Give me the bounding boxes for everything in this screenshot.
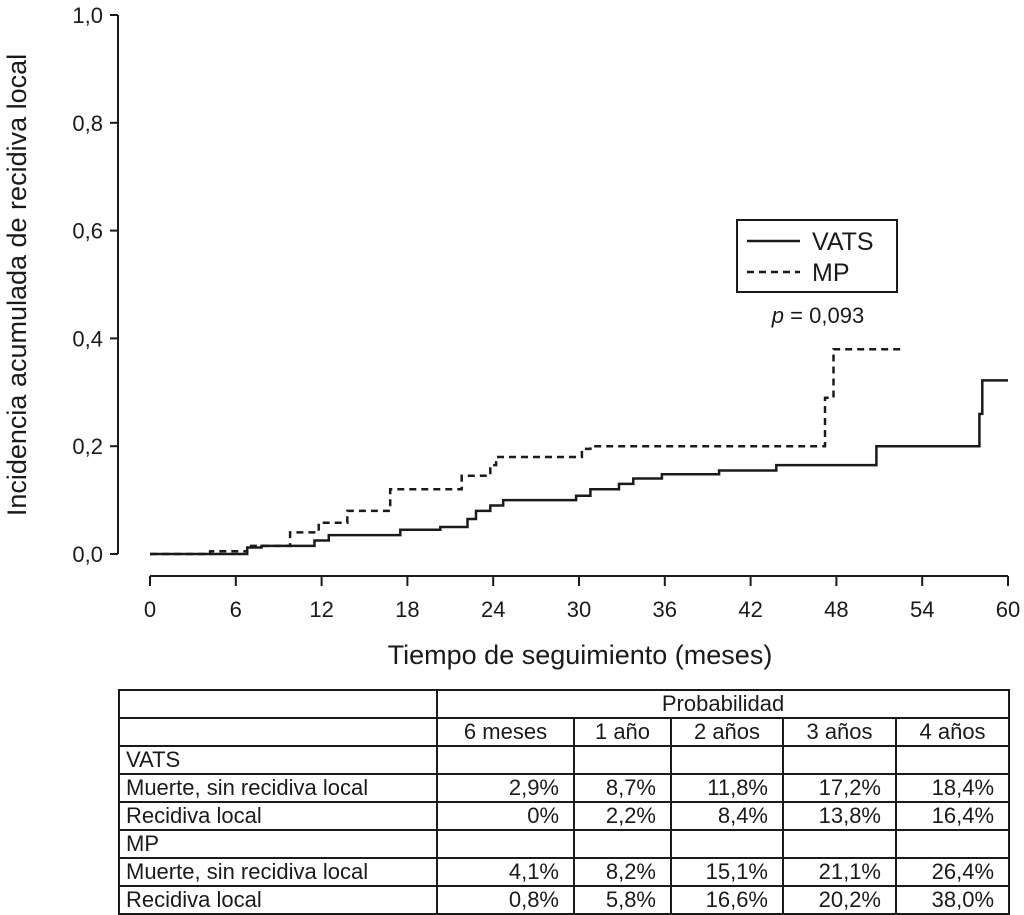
table-group-row-vats: [119, 746, 1009, 774]
table-cell: 8,4%: [671, 802, 783, 830]
p-value-annotation: [771, 303, 864, 328]
table-cell: 17,2%: [783, 774, 896, 802]
x-axis: [144, 576, 1020, 622]
p-value-text: = 0,093: [784, 303, 865, 328]
table-cell: 38,0%: [896, 886, 1009, 914]
legend: [737, 220, 897, 292]
table-cell: [574, 746, 671, 774]
y-axis: [72, 3, 118, 567]
row-label: Muerte, sin recidiva local: [119, 774, 437, 802]
x-tick-label: 12: [309, 597, 334, 622]
table-cell: 16,6%: [671, 886, 783, 914]
probability-header: Probabilidad: [437, 690, 1009, 718]
column-header-2-anos: 2 años: [671, 718, 783, 746]
row-label: Muerte, sin recidiva local: [119, 858, 437, 886]
series-line-vats: [150, 380, 1008, 554]
table-cell: 0%: [437, 802, 574, 830]
table-row: [119, 774, 1009, 802]
x-tick-label: 24: [480, 597, 506, 622]
legend-label-vats: VATS: [812, 228, 874, 256]
y-tick-label: 0,2: [72, 434, 103, 460]
y-tick-label: 0,8: [72, 110, 103, 136]
table-cell: [437, 830, 574, 858]
table-group-row-mp: [119, 830, 1009, 858]
table-cell: [896, 830, 1009, 858]
x-tick-label: 42: [738, 597, 763, 622]
table-cell: [574, 830, 671, 858]
table-cell: 0,8%: [437, 886, 574, 914]
table-cell: 16,4%: [896, 802, 1009, 830]
table-cell: [671, 746, 783, 774]
column-header-4-anos: 4 años: [896, 718, 1009, 746]
legend-label-mp: MP: [812, 259, 850, 287]
table-row: [119, 886, 1009, 914]
series-line-mp: [150, 349, 905, 554]
column-header-3-anos: 3 años: [783, 718, 896, 746]
table-cell: 13,8%: [783, 802, 896, 830]
x-ticks: [144, 576, 1020, 622]
table-cell: 15,1%: [671, 858, 783, 886]
row-label: Recidiva local: [119, 886, 437, 914]
table-cell: 18,4%: [896, 774, 1009, 802]
table-cell: 11,8%: [671, 774, 783, 802]
table-cell: 21,1%: [783, 858, 896, 886]
table-cell: 26,4%: [896, 858, 1009, 886]
x-tick-label: 6: [229, 597, 242, 622]
x-tick-label: 60: [995, 597, 1021, 622]
y-tick-label: 0,4: [72, 326, 103, 352]
row-label: Recidiva local: [119, 802, 437, 830]
column-header-6-meses: 6 meses: [437, 718, 574, 746]
probability-table: [118, 689, 1010, 915]
y-tick-label: 1,0: [72, 3, 103, 28]
x-tick-label: 18: [395, 597, 420, 622]
table-cell: 8,2%: [574, 858, 671, 886]
table-cell: 4,1%: [437, 858, 574, 886]
p-value-symbol: p: [771, 303, 785, 328]
table-cell: 2,9%: [437, 774, 574, 802]
table-group-header-row: [119, 690, 1009, 718]
table-row: [119, 802, 1009, 830]
table-cell: [783, 746, 896, 774]
x-axis-title: Tiempo de seguimiento (meses): [387, 640, 773, 670]
table-column-header-row: [119, 718, 1009, 746]
table-corner-cell: [119, 718, 437, 746]
x-tick-label: 0: [143, 597, 157, 622]
table-cell: [896, 746, 1009, 774]
x-tick-label: 54: [909, 597, 935, 622]
table-cell: 20,2%: [783, 886, 896, 914]
table-cell: 8,7%: [574, 774, 671, 802]
table-cell: [671, 830, 783, 858]
table-cell: [437, 746, 574, 774]
x-tick-label: 36: [652, 597, 678, 622]
y-axis-title: Incidencia acumulada de recidiva local: [2, 53, 32, 517]
table-row: [119, 858, 1009, 886]
y-ticks: [72, 3, 118, 567]
table-cell: 5,8%: [574, 886, 671, 914]
series-layer: [150, 349, 1008, 554]
y-tick-label: 0,0: [72, 542, 103, 567]
group-label-vats: VATS: [119, 746, 437, 774]
table-cell: 2,2%: [574, 802, 671, 830]
table-corner-cell: [119, 690, 437, 718]
y-tick-label: 0,6: [72, 218, 103, 244]
table-cell: [783, 830, 896, 858]
column-header-1-ano: 1 año: [574, 718, 671, 746]
x-tick-label: 30: [566, 597, 592, 622]
group-label-mp: MP: [119, 830, 437, 858]
x-tick-label: 48: [824, 597, 849, 622]
